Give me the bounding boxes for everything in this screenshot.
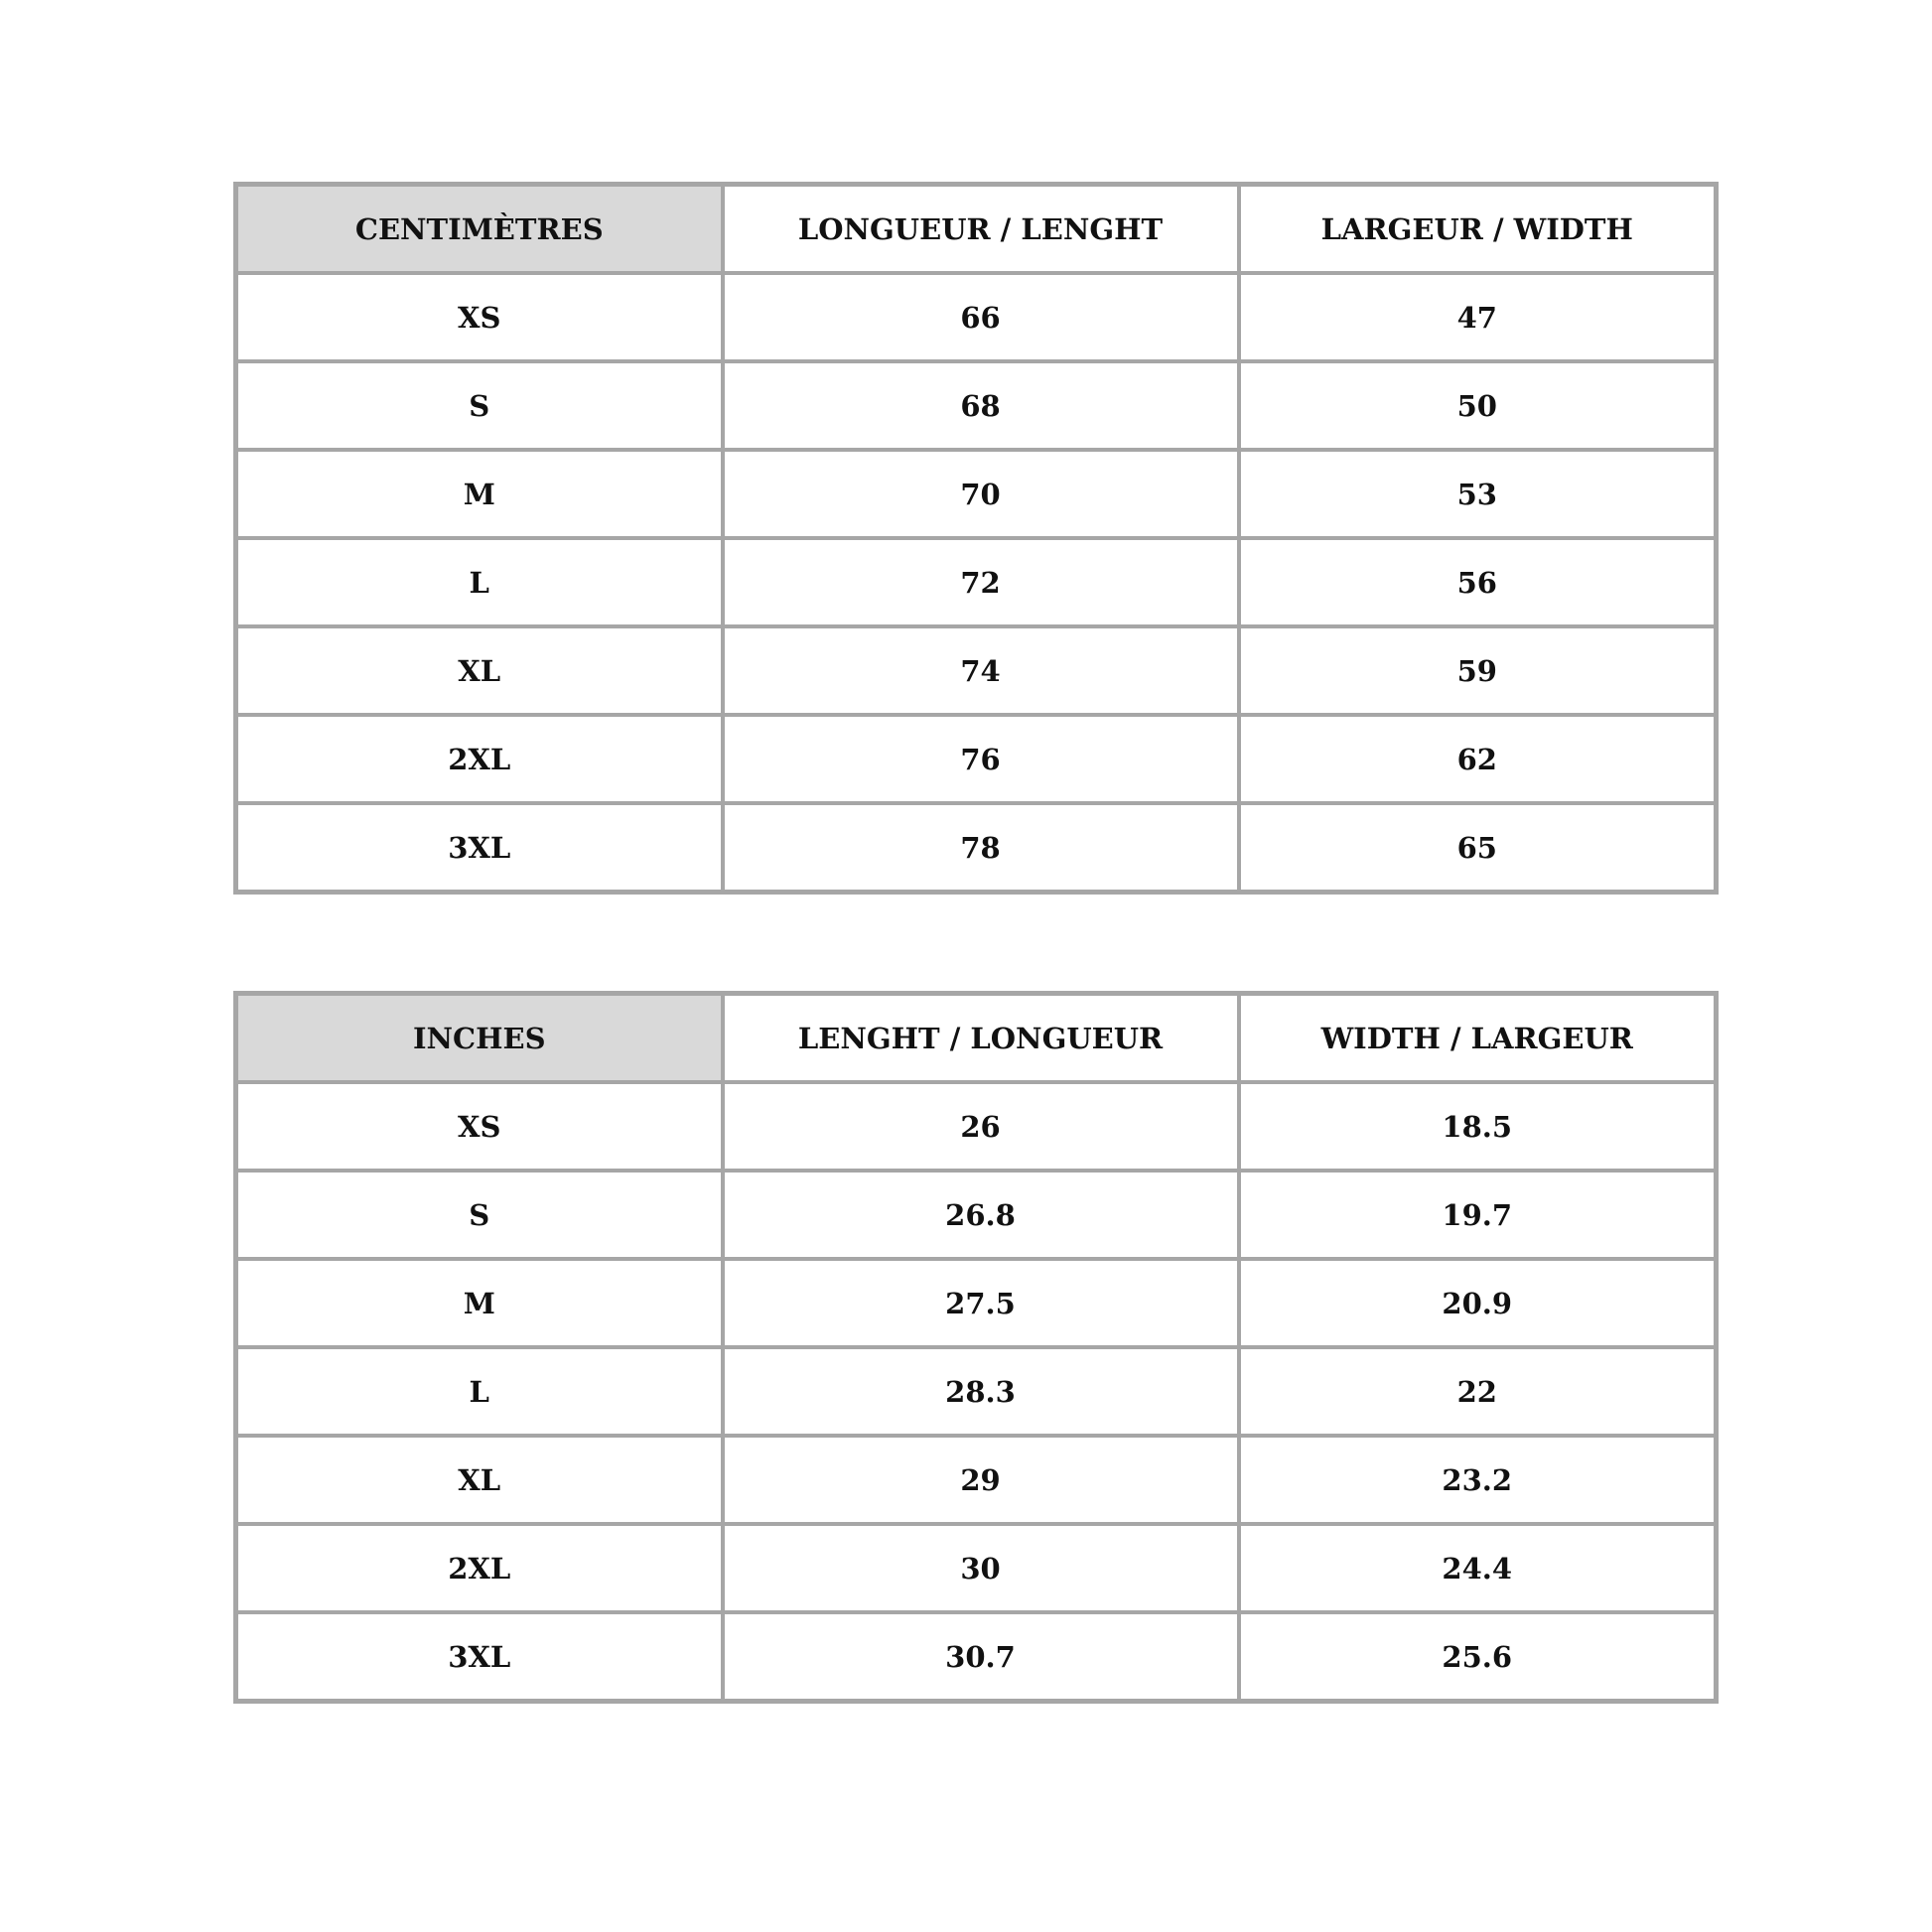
length-header: LENGHT / LONGUEUR — [723, 994, 1239, 1083]
unit-header: INCHES — [236, 994, 723, 1083]
width-cell: 25.6 — [1239, 1612, 1717, 1702]
length-cell: 30 — [723, 1524, 1239, 1612]
table-row — [236, 1259, 1717, 1347]
size-cell: M — [236, 1259, 723, 1347]
width-cell: 24.4 — [1239, 1524, 1717, 1612]
width-cell: 23.2 — [1239, 1436, 1717, 1524]
size-table-centimeters — [233, 182, 1719, 895]
table-row — [236, 1612, 1717, 1702]
size-cell: S — [236, 1171, 723, 1259]
table-header-row — [236, 994, 1717, 1083]
width-cell: 53 — [1239, 450, 1717, 538]
length-cell: 74 — [723, 626, 1239, 715]
table-row — [236, 715, 1717, 803]
width-cell: 47 — [1239, 273, 1717, 361]
width-header: WIDTH / LARGEUR — [1239, 994, 1717, 1083]
size-cell: L — [236, 1347, 723, 1436]
size-cell: L — [236, 538, 723, 626]
table-row — [236, 1524, 1717, 1612]
size-cell: 2XL — [236, 1524, 723, 1612]
width-header: LARGEUR / WIDTH — [1239, 185, 1717, 274]
size-table-inches — [233, 991, 1719, 1704]
length-cell: 70 — [723, 450, 1239, 538]
table-row — [236, 626, 1717, 715]
width-cell: 50 — [1239, 361, 1717, 450]
length-cell: 72 — [723, 538, 1239, 626]
table-row — [236, 803, 1717, 893]
table-row — [236, 1171, 1717, 1259]
table-row — [236, 450, 1717, 538]
table-row — [236, 538, 1717, 626]
unit-header: CENTIMÈTRES — [236, 185, 723, 274]
size-cell: 3XL — [236, 803, 723, 893]
size-cell: 3XL — [236, 1612, 723, 1702]
size-cell: XL — [236, 1436, 723, 1524]
width-cell: 65 — [1239, 803, 1717, 893]
table-row — [236, 273, 1717, 361]
width-cell: 19.7 — [1239, 1171, 1717, 1259]
table-row — [236, 1347, 1717, 1436]
size-cell: XL — [236, 626, 723, 715]
length-cell: 26.8 — [723, 1171, 1239, 1259]
size-cell: S — [236, 361, 723, 450]
table-row — [236, 1082, 1717, 1171]
length-cell: 66 — [723, 273, 1239, 361]
length-cell: 78 — [723, 803, 1239, 893]
table-row — [236, 1436, 1717, 1524]
length-cell: 27.5 — [723, 1259, 1239, 1347]
size-cell: M — [236, 450, 723, 538]
table-row — [236, 361, 1717, 450]
width-cell: 18.5 — [1239, 1082, 1717, 1171]
size-cell: XS — [236, 273, 723, 361]
length-cell: 76 — [723, 715, 1239, 803]
size-cell: XS — [236, 1082, 723, 1171]
length-header: LONGUEUR / LENGHT — [723, 185, 1239, 274]
length-cell: 28.3 — [723, 1347, 1239, 1436]
width-cell: 20.9 — [1239, 1259, 1717, 1347]
size-cell: 2XL — [236, 715, 723, 803]
length-cell: 68 — [723, 361, 1239, 450]
length-cell: 30.7 — [723, 1612, 1239, 1702]
table-header-row — [236, 185, 1717, 274]
length-cell: 26 — [723, 1082, 1239, 1171]
length-cell: 29 — [723, 1436, 1239, 1524]
width-cell: 22 — [1239, 1347, 1717, 1436]
width-cell: 59 — [1239, 626, 1717, 715]
width-cell: 62 — [1239, 715, 1717, 803]
width-cell: 56 — [1239, 538, 1717, 626]
